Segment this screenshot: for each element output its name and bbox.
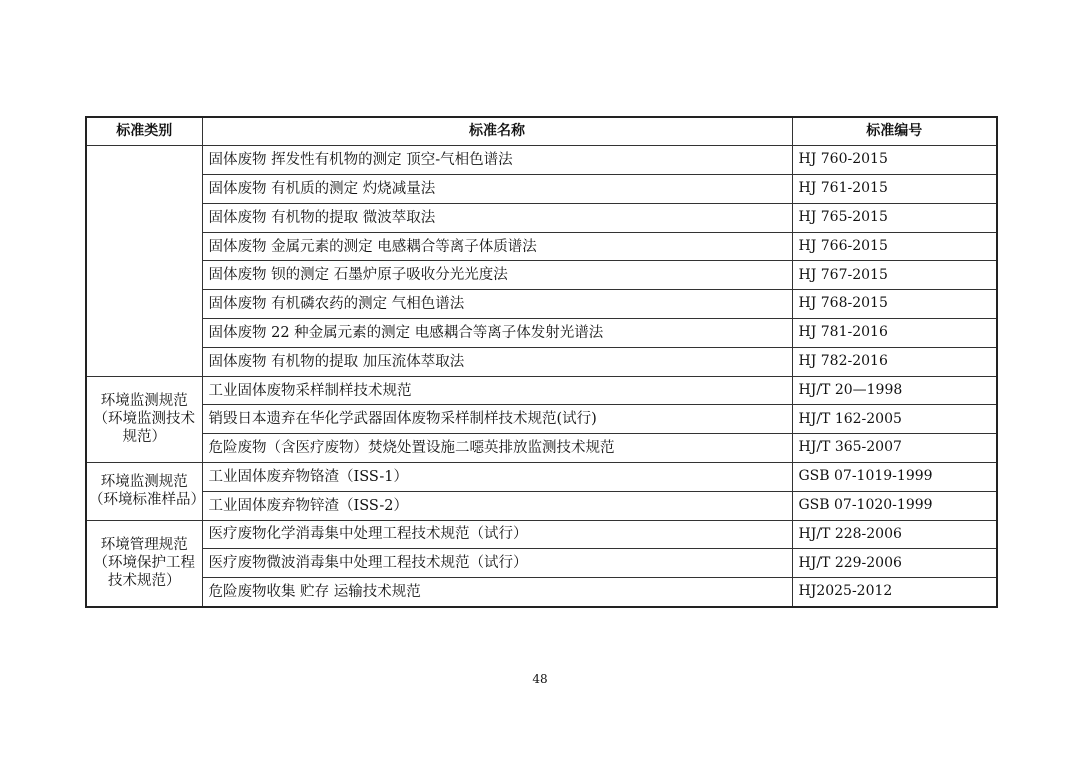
standard-name: 固体废物 有机磷农药的测定 气相色谱法 <box>202 290 792 319</box>
category-cell: 环境监测规范（环境标准样品） <box>86 463 202 521</box>
standard-code: HJ 766-2015 <box>792 232 997 261</box>
table-body <box>86 146 997 607</box>
standard-name: 工业固体废物采样制样技术规范 <box>202 376 792 405</box>
table-row <box>86 405 997 434</box>
standard-name: 医疗废物微波消毒集中处理工程技术规范（试行） <box>202 549 792 578</box>
standard-name: 销毁日本遗弃在华化学武器固体废物采样制样技术规范(试行) <box>202 405 792 434</box>
page-number: 48 <box>532 672 548 686</box>
table-row <box>86 203 997 232</box>
standard-code: HJ 761-2015 <box>792 175 997 204</box>
standard-name: 工业固体废弃物铬渣（ISS-1） <box>202 463 792 492</box>
standards-table <box>85 116 998 608</box>
header-name: 标准名称 <box>202 117 792 146</box>
table-row <box>86 376 997 405</box>
standard-code: HJ 782-2016 <box>792 347 997 376</box>
standard-name: 固体废物 有机物的提取 微波萃取法 <box>202 203 792 232</box>
category-cell <box>86 146 202 376</box>
standard-code: GSB 07-1019-1999 <box>792 463 997 492</box>
standard-code: HJ/T 162-2005 <box>792 405 997 434</box>
standard-code: HJ 768-2015 <box>792 290 997 319</box>
standard-name: 固体废物 挥发性有机物的测定 顶空-气相色谱法 <box>202 146 792 175</box>
standard-code: HJ2025-2012 <box>792 578 997 607</box>
standard-code: HJ 760-2015 <box>792 146 997 175</box>
table-header-row <box>86 117 997 146</box>
standard-name: 固体废物 22 种金属元素的测定 电感耦合等离子体发射光谱法 <box>202 319 792 348</box>
standard-name: 危险废物（含医疗废物）焚烧处置设施二噁英排放监测技术规范 <box>202 434 792 463</box>
table-row <box>86 232 997 261</box>
standard-code: HJ 781-2016 <box>792 319 997 348</box>
table-row <box>86 290 997 319</box>
standard-code: HJ/T 228-2006 <box>792 520 997 549</box>
standard-name: 工业固体废弃物锌渣（ISS-2） <box>202 491 792 520</box>
standard-name: 固体废物 金属元素的测定 电感耦合等离子体质谱法 <box>202 232 792 261</box>
header-category: 标准类别 <box>86 117 202 146</box>
table-row <box>86 491 997 520</box>
table-row <box>86 319 997 348</box>
standard-name: 医疗废物化学消毒集中处理工程技术规范（试行） <box>202 520 792 549</box>
standard-name: 固体废物 有机质的测定 灼烧减量法 <box>202 175 792 204</box>
table-row <box>86 463 997 492</box>
standard-code: GSB 07-1020-1999 <box>792 491 997 520</box>
table-row <box>86 261 997 290</box>
category-cell: 环境管理规范（环境保护工程技术规范） <box>86 520 202 606</box>
standard-code: HJ 765-2015 <box>792 203 997 232</box>
category-cell: 环境监测规范（环境监测技术规范） <box>86 376 202 462</box>
table-row <box>86 347 997 376</box>
table-row <box>86 175 997 204</box>
standard-name: 固体废物 有机物的提取 加压流体萃取法 <box>202 347 792 376</box>
standard-name: 固体废物 钡的测定 石墨炉原子吸收分光光度法 <box>202 261 792 290</box>
table-row <box>86 578 997 607</box>
standard-code: HJ/T 365-2007 <box>792 434 997 463</box>
table-row <box>86 549 997 578</box>
table-row <box>86 434 997 463</box>
standard-code: HJ/T 229-2006 <box>792 549 997 578</box>
standard-code: HJ 767-2015 <box>792 261 997 290</box>
header-code: 标准编号 <box>792 117 997 146</box>
standard-code: HJ/T 20—1998 <box>792 376 997 405</box>
standard-name: 危险废物收集 贮存 运输技术规范 <box>202 578 792 607</box>
table-row <box>86 520 997 549</box>
table-row <box>86 146 997 175</box>
standards-table-container <box>85 116 996 608</box>
